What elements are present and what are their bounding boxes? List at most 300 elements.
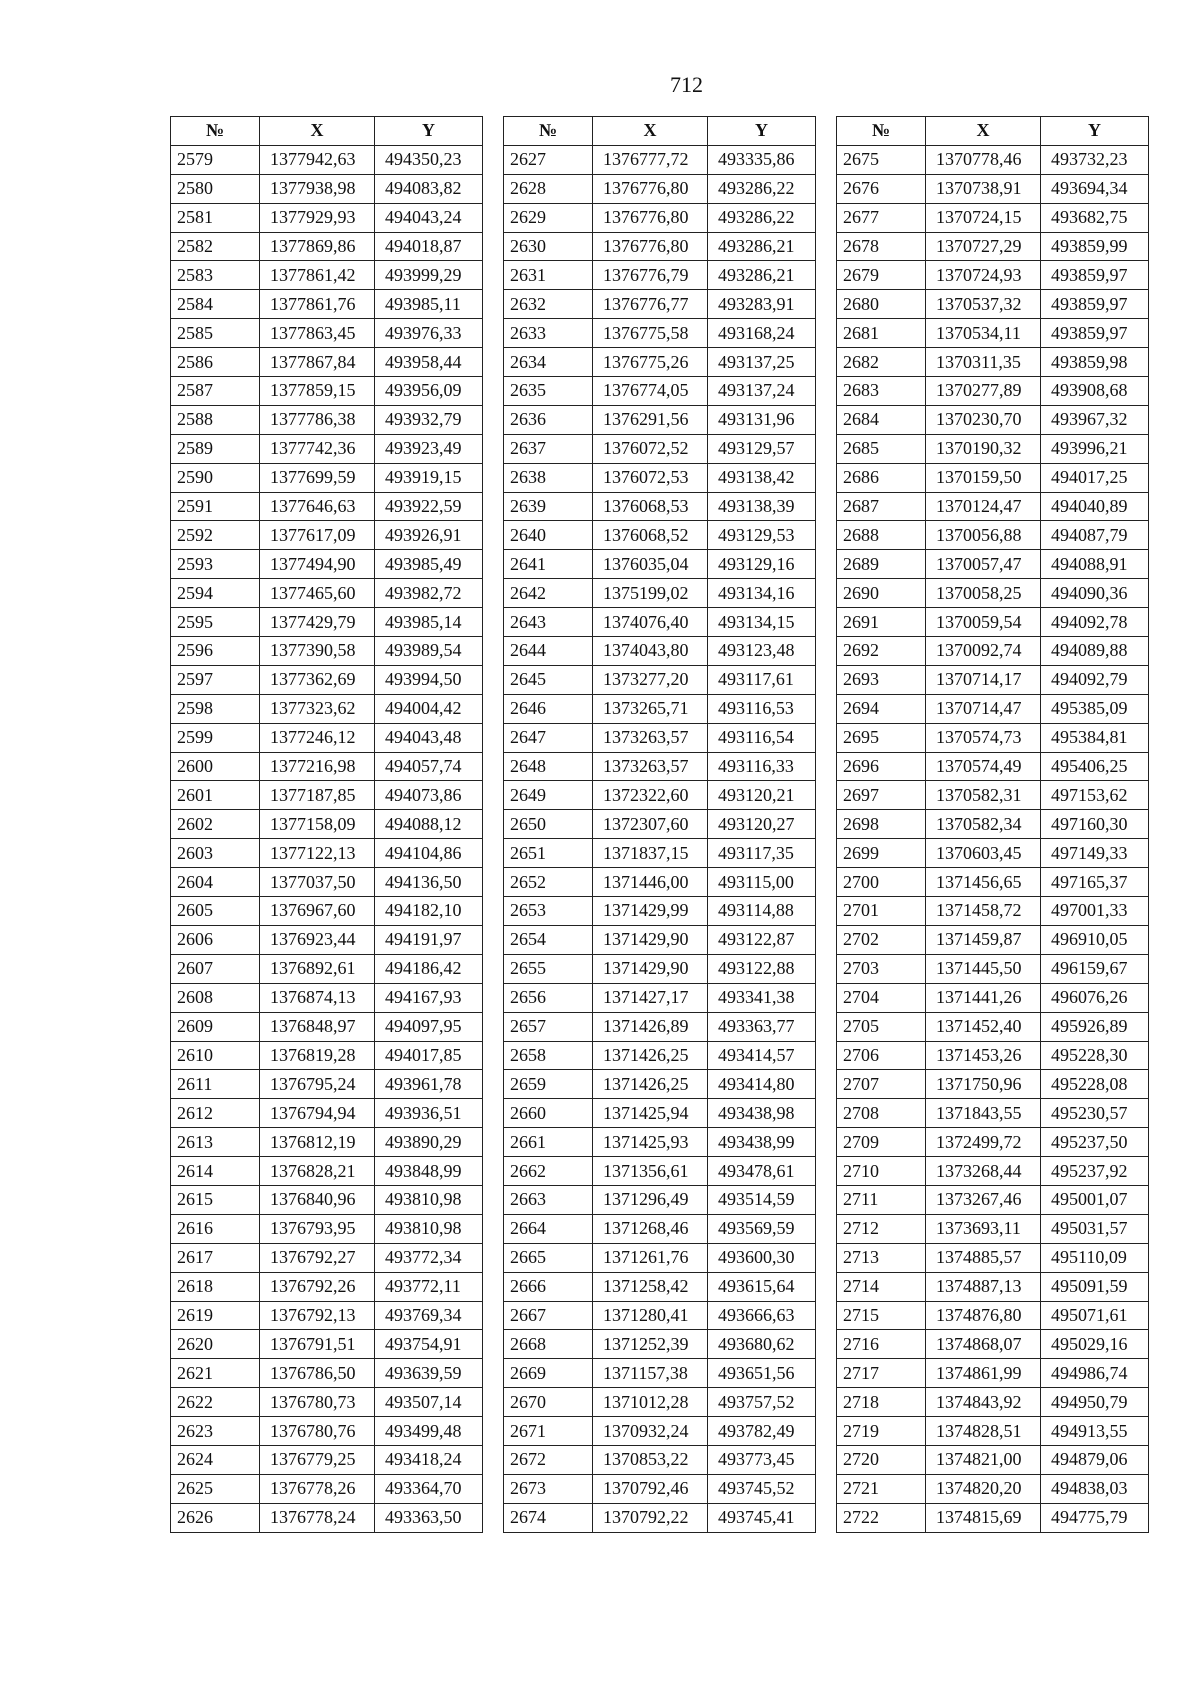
cell-number: 2611 [171,1070,260,1099]
table-row [171,752,483,781]
table-row [837,1388,1149,1417]
cell-number: 2631 [504,261,593,290]
cell-x: 1376780,73 [260,1388,375,1417]
cell-y: 493745,41 [708,1503,816,1532]
cell-x: 1371429,90 [593,925,708,954]
table-row [171,1272,483,1301]
column-header-x: X [260,117,375,146]
cell-x: 1371446,00 [593,868,708,897]
cell-x: 1370778,46 [926,145,1041,174]
cell-y: 494043,48 [375,723,483,752]
cell-x: 1370582,31 [926,781,1041,810]
table-row [837,145,1149,174]
cell-number: 2657 [504,1012,593,1041]
cell-y: 493651,56 [708,1359,816,1388]
table-row [171,405,483,434]
cell-number: 2589 [171,434,260,463]
cell-number: 2709 [837,1128,926,1157]
table-row [837,954,1149,983]
cell-x: 1371452,40 [926,1012,1041,1041]
table-row [171,203,483,232]
cell-number: 2654 [504,925,593,954]
cell-y: 493985,11 [375,290,483,319]
cell-y: 493116,33 [708,752,816,781]
cell-number: 2670 [504,1388,593,1417]
cell-number: 2590 [171,463,260,492]
cell-x: 1377929,93 [260,203,375,232]
cell-x: 1376775,26 [593,348,708,377]
cell-number: 2598 [171,694,260,723]
cell-x: 1377187,85 [260,781,375,810]
table-row [837,579,1149,608]
cell-y: 497149,33 [1041,839,1149,868]
cell-number: 2612 [171,1099,260,1128]
cell-x: 1376793,95 [260,1214,375,1243]
cell-number: 2685 [837,434,926,463]
cell-y: 494018,87 [375,232,483,261]
cell-x: 1373693,11 [926,1214,1041,1243]
cell-y: 494073,86 [375,781,483,810]
cell-y: 496910,05 [1041,925,1149,954]
cell-y: 494017,85 [375,1041,483,1070]
cell-y: 493600,30 [708,1243,816,1272]
cell-y: 493810,98 [375,1214,483,1243]
cell-y: 494057,74 [375,752,483,781]
cell-number: 2662 [504,1157,593,1186]
cell-x: 1374885,57 [926,1243,1041,1272]
cell-x: 1372307,60 [593,810,708,839]
cell-y: 495385,09 [1041,694,1149,723]
cell-x: 1377859,15 [260,377,375,406]
cell-x: 1374876,80 [926,1301,1041,1330]
cell-x: 1376776,80 [593,232,708,261]
cell-x: 1376967,60 [260,897,375,926]
cell-y: 497165,37 [1041,868,1149,897]
table-row [171,1012,483,1041]
cell-y: 494090,36 [1041,579,1149,608]
cell-x: 1370574,49 [926,752,1041,781]
cell-x: 1374887,13 [926,1272,1041,1301]
table-row [837,377,1149,406]
cell-y: 493129,16 [708,550,816,579]
cell-x: 1377465,60 [260,579,375,608]
cell-number: 2675 [837,145,926,174]
cell-number: 2597 [171,665,260,694]
cell-number: 2627 [504,145,593,174]
table-row [837,1157,1149,1186]
cell-y: 493926,91 [375,521,483,550]
cell-y: 493499,48 [375,1417,483,1446]
table-row [837,1330,1149,1359]
table-row [504,348,816,377]
cell-y: 493919,15 [375,463,483,492]
table-row [504,1272,816,1301]
cell-number: 2642 [504,579,593,608]
cell-y: 494004,42 [375,694,483,723]
cell-x: 1370537,32 [926,290,1041,319]
cell-x: 1377786,38 [260,405,375,434]
table-row [837,781,1149,810]
cell-x: 1377646,63 [260,492,375,521]
cell-y: 493772,34 [375,1243,483,1272]
cell-y: 493859,98 [1041,348,1149,377]
cell-number: 2712 [837,1214,926,1243]
cell-number: 2606 [171,925,260,954]
cell-y: 494043,24 [375,203,483,232]
cell-number: 2705 [837,1012,926,1041]
table-row [171,868,483,897]
cell-y: 493514,59 [708,1185,816,1214]
cell-y: 495237,50 [1041,1128,1149,1157]
cell-x: 1370738,91 [926,174,1041,203]
cell-x: 1376840,96 [260,1185,375,1214]
cell-y: 493754,91 [375,1330,483,1359]
table-row [171,839,483,868]
cell-x: 1370230,70 [926,405,1041,434]
cell-number: 2696 [837,752,926,781]
cell-number: 2609 [171,1012,260,1041]
cell-x: 1371425,93 [593,1128,708,1157]
cell-y: 493932,79 [375,405,483,434]
table-header-row [171,117,483,146]
cell-y: 493994,50 [375,665,483,694]
cell-y: 493286,22 [708,203,816,232]
cell-number: 2586 [171,348,260,377]
cell-number: 2614 [171,1157,260,1186]
cell-y: 494017,25 [1041,463,1149,492]
cell-x: 1371356,61 [593,1157,708,1186]
cell-y: 495228,08 [1041,1070,1149,1099]
table-row [837,1503,1149,1532]
table-row [171,1243,483,1272]
cell-y: 493341,38 [708,983,816,1012]
cell-x: 1377863,45 [260,319,375,348]
cell-number: 2707 [837,1070,926,1099]
cell-y: 493414,57 [708,1041,816,1070]
cell-number: 2676 [837,174,926,203]
table-row [837,897,1149,926]
cell-x: 1376068,53 [593,492,708,521]
column-header-number: № [837,117,926,146]
cell-number: 2604 [171,868,260,897]
cell-number: 2603 [171,839,260,868]
cell-x: 1371425,94 [593,1099,708,1128]
cell-x: 1376776,80 [593,203,708,232]
cell-y: 493615,64 [708,1272,816,1301]
cell-number: 2721 [837,1474,926,1503]
table-row [504,608,816,637]
table-row [837,810,1149,839]
table-row [504,694,816,723]
cell-number: 2600 [171,752,260,781]
cell-x: 1377942,63 [260,145,375,174]
table-row [171,1330,483,1359]
table-row [504,1474,816,1503]
table-row [171,665,483,694]
cell-y: 493985,14 [375,608,483,637]
table-row [837,203,1149,232]
cell-y: 495228,30 [1041,1041,1149,1070]
table-row [504,405,816,434]
table-row [504,897,816,926]
cell-y: 493364,70 [375,1474,483,1503]
cell-number: 2661 [504,1128,593,1157]
cell-x: 1371445,50 [926,954,1041,983]
table-row [504,521,816,550]
cell-y: 493418,24 [375,1445,483,1474]
table-row [504,1041,816,1070]
cell-number: 2656 [504,983,593,1012]
cell-y: 493745,52 [708,1474,816,1503]
table-row [504,1388,816,1417]
cell-y: 493414,80 [708,1070,816,1099]
cell-number: 2625 [171,1474,260,1503]
cell-y: 494186,42 [375,954,483,983]
cell-y: 493982,72 [375,579,483,608]
table-row [171,1503,483,1532]
cell-x: 1376812,19 [260,1128,375,1157]
cell-y: 493859,97 [1041,319,1149,348]
cell-number: 2594 [171,579,260,608]
cell-number: 2607 [171,954,260,983]
table-row [504,1445,816,1474]
table-row [171,290,483,319]
cell-x: 1377699,59 [260,463,375,492]
cell-number: 2613 [171,1128,260,1157]
table-row [171,637,483,666]
cell-x: 1377938,98 [260,174,375,203]
cell-y: 494182,10 [375,897,483,926]
cell-number: 2678 [837,232,926,261]
cell-y: 493999,29 [375,261,483,290]
cell-y: 493438,99 [708,1128,816,1157]
cell-number: 2655 [504,954,593,983]
cell-x: 1370714,47 [926,694,1041,723]
table-row [171,1417,483,1446]
cell-x: 1370792,46 [593,1474,708,1503]
table-row [837,492,1149,521]
cell-x: 1377861,42 [260,261,375,290]
cell-x: 1370124,47 [926,492,1041,521]
table-row [837,1099,1149,1128]
cell-number: 2715 [837,1301,926,1330]
table-row [504,868,816,897]
table-row [837,868,1149,897]
cell-number: 2669 [504,1359,593,1388]
table-row [504,839,816,868]
cell-number: 2588 [171,405,260,434]
table-row [837,261,1149,290]
table-row [504,1301,816,1330]
cell-y: 493138,39 [708,492,816,521]
cell-number: 2716 [837,1330,926,1359]
table-row [171,319,483,348]
cell-y: 497001,33 [1041,897,1149,926]
cell-number: 2595 [171,608,260,637]
cell-number: 2710 [837,1157,926,1186]
cell-y: 493122,88 [708,954,816,983]
cell-number: 2624 [171,1445,260,1474]
cell-number: 2647 [504,723,593,752]
cell-number: 2645 [504,665,593,694]
cell-x: 1371426,25 [593,1070,708,1099]
cell-number: 2601 [171,781,260,810]
cell-y: 493507,14 [375,1388,483,1417]
cell-x: 1370159,50 [926,463,1041,492]
table-row [504,1157,816,1186]
cell-number: 2649 [504,781,593,810]
column-header-y: Y [375,117,483,146]
cell-number: 2719 [837,1417,926,1446]
cell-number: 2659 [504,1070,593,1099]
cell-y: 493848,99 [375,1157,483,1186]
cell-x: 1376792,27 [260,1243,375,1272]
cell-number: 2634 [504,348,593,377]
cell-number: 2699 [837,839,926,868]
cell-number: 2686 [837,463,926,492]
cell-y: 493116,53 [708,694,816,723]
cell-y: 493438,98 [708,1099,816,1128]
cell-x: 1370056,88 [926,521,1041,550]
cell-number: 2666 [504,1272,593,1301]
cell-x: 1377246,12 [260,723,375,752]
table-row [837,1128,1149,1157]
cell-y: 493123,48 [708,637,816,666]
cell-number: 2706 [837,1041,926,1070]
cell-x: 1371750,96 [926,1070,1041,1099]
table-row [837,1417,1149,1446]
cell-y: 494986,74 [1041,1359,1149,1388]
table-row [504,377,816,406]
table-row [837,319,1149,348]
cell-y: 494040,89 [1041,492,1149,521]
cell-y: 494088,91 [1041,550,1149,579]
cell-number: 2714 [837,1272,926,1301]
table-row [171,1041,483,1070]
cell-number: 2646 [504,694,593,723]
cell-y: 493168,24 [708,319,816,348]
cell-y: 493732,23 [1041,145,1149,174]
cell-x: 1370534,11 [926,319,1041,348]
cell-y: 494838,03 [1041,1474,1149,1503]
table-row [837,1214,1149,1243]
cell-y: 493122,87 [708,925,816,954]
cell-number: 2718 [837,1388,926,1417]
cell-y: 493363,50 [375,1503,483,1532]
cell-x: 1373268,44 [926,1157,1041,1186]
table-row [837,637,1149,666]
cell-y: 493117,35 [708,839,816,868]
table-header-row [837,117,1149,146]
cell-number: 2694 [837,694,926,723]
table-row [504,1185,816,1214]
cell-number: 2629 [504,203,593,232]
column-header-number: № [171,117,260,146]
cell-x: 1377390,58 [260,637,375,666]
cell-y: 494088,12 [375,810,483,839]
cell-y: 493478,61 [708,1157,816,1186]
cell-x: 1376923,44 [260,925,375,954]
table-row [504,261,816,290]
cell-y: 496159,67 [1041,954,1149,983]
cell-x: 1371429,90 [593,954,708,983]
cell-number: 2633 [504,319,593,348]
cell-number: 2628 [504,174,593,203]
table-row [504,174,816,203]
cell-x: 1376777,72 [593,145,708,174]
table-row [837,521,1149,550]
cell-x: 1376819,28 [260,1041,375,1070]
cell-y: 493680,62 [708,1330,816,1359]
cell-y: 495237,92 [1041,1157,1149,1186]
cell-number: 2677 [837,203,926,232]
table-row [504,203,816,232]
cell-number: 2610 [171,1041,260,1070]
cell-number: 2579 [171,145,260,174]
cell-x: 1374828,51 [926,1417,1041,1446]
cell-number: 2644 [504,637,593,666]
table-row [171,1474,483,1503]
table-row [837,1185,1149,1214]
table-row [504,463,816,492]
cell-x: 1377869,86 [260,232,375,261]
table-row [837,608,1149,637]
cell-number: 2684 [837,405,926,434]
cell-x: 1371427,17 [593,983,708,1012]
table-row [837,694,1149,723]
cell-number: 2596 [171,637,260,666]
table-row [504,723,816,752]
cell-y: 493286,22 [708,174,816,203]
cell-number: 2674 [504,1503,593,1532]
cell-x: 1377861,76 [260,290,375,319]
cell-x: 1376035,04 [593,550,708,579]
table-row [171,1359,483,1388]
table-row [837,1445,1149,1474]
cell-x: 1376776,80 [593,174,708,203]
cell-x: 1371296,49 [593,1185,708,1214]
table-row [837,1041,1149,1070]
table-row [504,781,816,810]
cell-number: 2704 [837,983,926,1012]
cell-number: 2682 [837,348,926,377]
table-row [171,1185,483,1214]
cell-x: 1376774,05 [593,377,708,406]
table-row [837,290,1149,319]
table-row [837,925,1149,954]
table-row [171,174,483,203]
cell-y: 493286,21 [708,261,816,290]
table-row [837,839,1149,868]
cell-x: 1376072,52 [593,434,708,463]
cell-number: 2664 [504,1214,593,1243]
table-row [837,1474,1149,1503]
page-number: 712 [670,72,703,97]
coordinates-table-2 [503,116,816,1533]
cell-number: 2585 [171,319,260,348]
cell-y: 493639,59 [375,1359,483,1388]
cell-number: 2708 [837,1099,926,1128]
cell-x: 1376068,52 [593,521,708,550]
cell-number: 2617 [171,1243,260,1272]
table-row [171,492,483,521]
table-row [171,348,483,377]
cell-y: 495001,07 [1041,1185,1149,1214]
cell-y: 494089,88 [1041,637,1149,666]
cell-y: 493120,27 [708,810,816,839]
table-row [504,752,816,781]
cell-x: 1376775,58 [593,319,708,348]
